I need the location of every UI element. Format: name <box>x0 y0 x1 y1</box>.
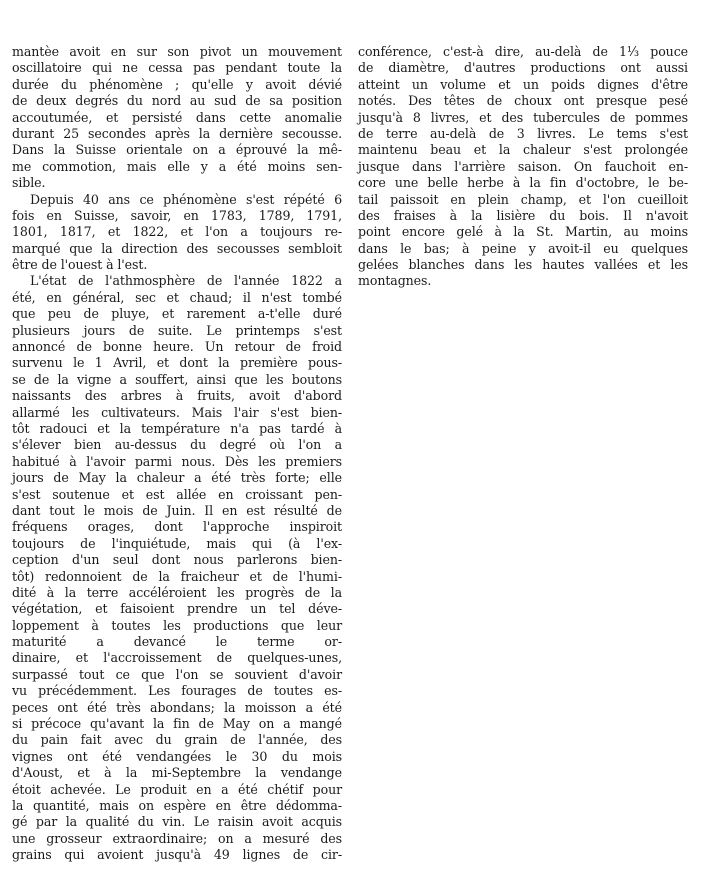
text-line: végétation, et faisoient prendre un tel déve- <box>12 601 342 617</box>
text-line: s'élever bien au-dessus du degré où l'on a <box>12 437 342 453</box>
text-line: mantèe avoit en sur son pivot un mouvement <box>12 44 342 59</box>
left-text-column <box>12 44 342 864</box>
right-text-column <box>358 44 688 290</box>
text-line: que peu de pluye, et rarement a-t'elle duré <box>12 306 342 322</box>
text-line: Dans la Suisse orientale on a éprouvé la mê- <box>12 142 342 158</box>
text-line: atteint un volume et un poids dignes d'être <box>358 76 688 92</box>
text-line: maturité a devancé le terme or- <box>12 634 342 650</box>
text-line: gelées blanches dans les hautes vallées et les <box>358 257 688 273</box>
text-line: jusqu'à 8 livres, et des tubercules de pommes <box>358 109 688 125</box>
text-line: oscillatoire qui ne cessa pas pendant toute la <box>12 60 342 76</box>
text-line: loppement à toutes les productions que leur <box>12 617 342 633</box>
text-line: été, en général, sec et chaud; il n'est tombé <box>12 289 342 305</box>
text-line: conférence, c'est-à dire, au-delà de 1⅓ pouce <box>358 44 688 59</box>
text-line: étoit achevée. Le produit en a été chétif pour <box>12 781 342 797</box>
text-line: du pain fait avec du grain de l'année, des <box>12 732 342 748</box>
text-line: une grosseur extraordinaire; on a mesuré des <box>12 830 342 846</box>
text-line: tôt) redonnoient de la fraicheur et de l'humi- <box>12 568 342 584</box>
text-line: me commotion, mais elle y a été moins sen- <box>12 158 342 174</box>
text-line: tail paissoit en plein champ, et l'on cueilloit <box>358 191 688 207</box>
text-line: Depuis 40 ans ce phénomène s'est répété 6 <box>30 191 342 207</box>
text-line: vignes ont été vendangées le 30 du mois <box>12 748 342 764</box>
text-line: dité à la terre accéléroient les progrès de la <box>12 584 342 600</box>
text-line: se de la vigne a souffert, ainsi que les boutons <box>12 371 342 387</box>
text-line: grains qui avoient jusqu'à 49 lignes de cir- <box>12 847 342 863</box>
text-line: plusieurs jours de suite. Le printemps s'est <box>12 322 342 338</box>
text-line: ception d'un seul dont nous parlerons bien- <box>12 552 342 568</box>
text-line: vu précédemment. Les fourages de toutes es- <box>12 683 342 699</box>
text-line: fréquens orages, dont l'approche inspiroit <box>12 519 342 535</box>
text-line: s'est soutenue et est allée en croissant pen- <box>12 486 342 502</box>
text-line: de deux degrés du nord au sud de sa position <box>12 93 342 109</box>
text-line: la quantité, mais on espère en être dédomma- <box>12 797 342 813</box>
text-line: core une belle herbe à la fin d'octobre, le be- <box>358 175 688 191</box>
text-line: notés. Des têtes de choux ont presque pesé <box>358 93 688 109</box>
text-line: habitué à l'avoir parmi nous. Dès les premiers <box>12 453 342 469</box>
text-line: durant 25 secondes après la dernière secousse. <box>12 125 342 141</box>
text-line: surpassé tout ce que l'on se souvient d'avoir <box>12 666 342 682</box>
text-line: tôt radouci et la température n'a pas tardé à <box>12 420 342 436</box>
text-line: accoutumée, et persisté dans cette anomalie <box>12 109 342 125</box>
text-line: sible. <box>12 175 46 191</box>
text-line: dinaire, et l'accroissement de quelques-unes, <box>12 650 342 666</box>
text-line: 1801, 1817, et 1822, et l'on a toujours re- <box>12 224 342 240</box>
text-line: naissants des arbres à fruits, avoit d'abord <box>12 388 342 404</box>
text-line: durée du phénomène ; qu'elle y avoit dévié <box>12 76 342 92</box>
text-line: gé par la qualité du vin. Le raisin avoit acquis <box>12 814 342 830</box>
text-line: fois en Suisse, savoir, en 1783, 1789, 1791, <box>12 207 342 223</box>
text-line: point encore gelé à la St. Martin, au moins <box>358 224 688 240</box>
text-line: des fraises à la lisière du bois. Il n'avoit <box>358 207 688 223</box>
text-line: annoncé de bonne heure. Un retour de froid <box>12 339 342 355</box>
text-line: montagnes. <box>358 273 432 289</box>
text-line: dant tout le mois de Juin. Il en est résulté de <box>12 502 342 518</box>
text-line: de diamètre, d'autres productions ont aussi <box>358 60 688 76</box>
text-line: survenu le 1 Avril, et dont la première pous- <box>12 355 342 371</box>
text-line: si précoce qu'avant la fin de May on a mangé <box>12 716 342 732</box>
text-line: allarmé les cultivateurs. Mais l'air s'est bien- <box>12 404 342 420</box>
text-line: marqué que la direction des secousses sembloit <box>12 240 342 256</box>
text-line: jusque dans l'arrière saison. On fauchoit en- <box>358 158 688 174</box>
text-line: être de l'ouest à l'est. <box>12 257 148 273</box>
text-line: toujours de l'inquiétude, mais qui (à l'ex- <box>12 535 342 551</box>
text-line: de terre au-delà de 3 livres. Le tems s'est <box>358 125 688 141</box>
text-line: L'état de l'athmosphère de l'année 1822 a <box>30 273 342 289</box>
text-line: jours de May la chaleur a été très forte; elle <box>12 470 342 486</box>
text-line: peces ont été très abondans; la moisson a été <box>12 699 342 715</box>
text-line: dans le bas; à peine y avoit-il eu quelques <box>358 240 688 256</box>
text-line: d'Aoust, et à la mi-Septembre la vendange <box>12 765 342 781</box>
text-line: maintenu beau et la chaleur s'est prolongée <box>358 142 688 158</box>
